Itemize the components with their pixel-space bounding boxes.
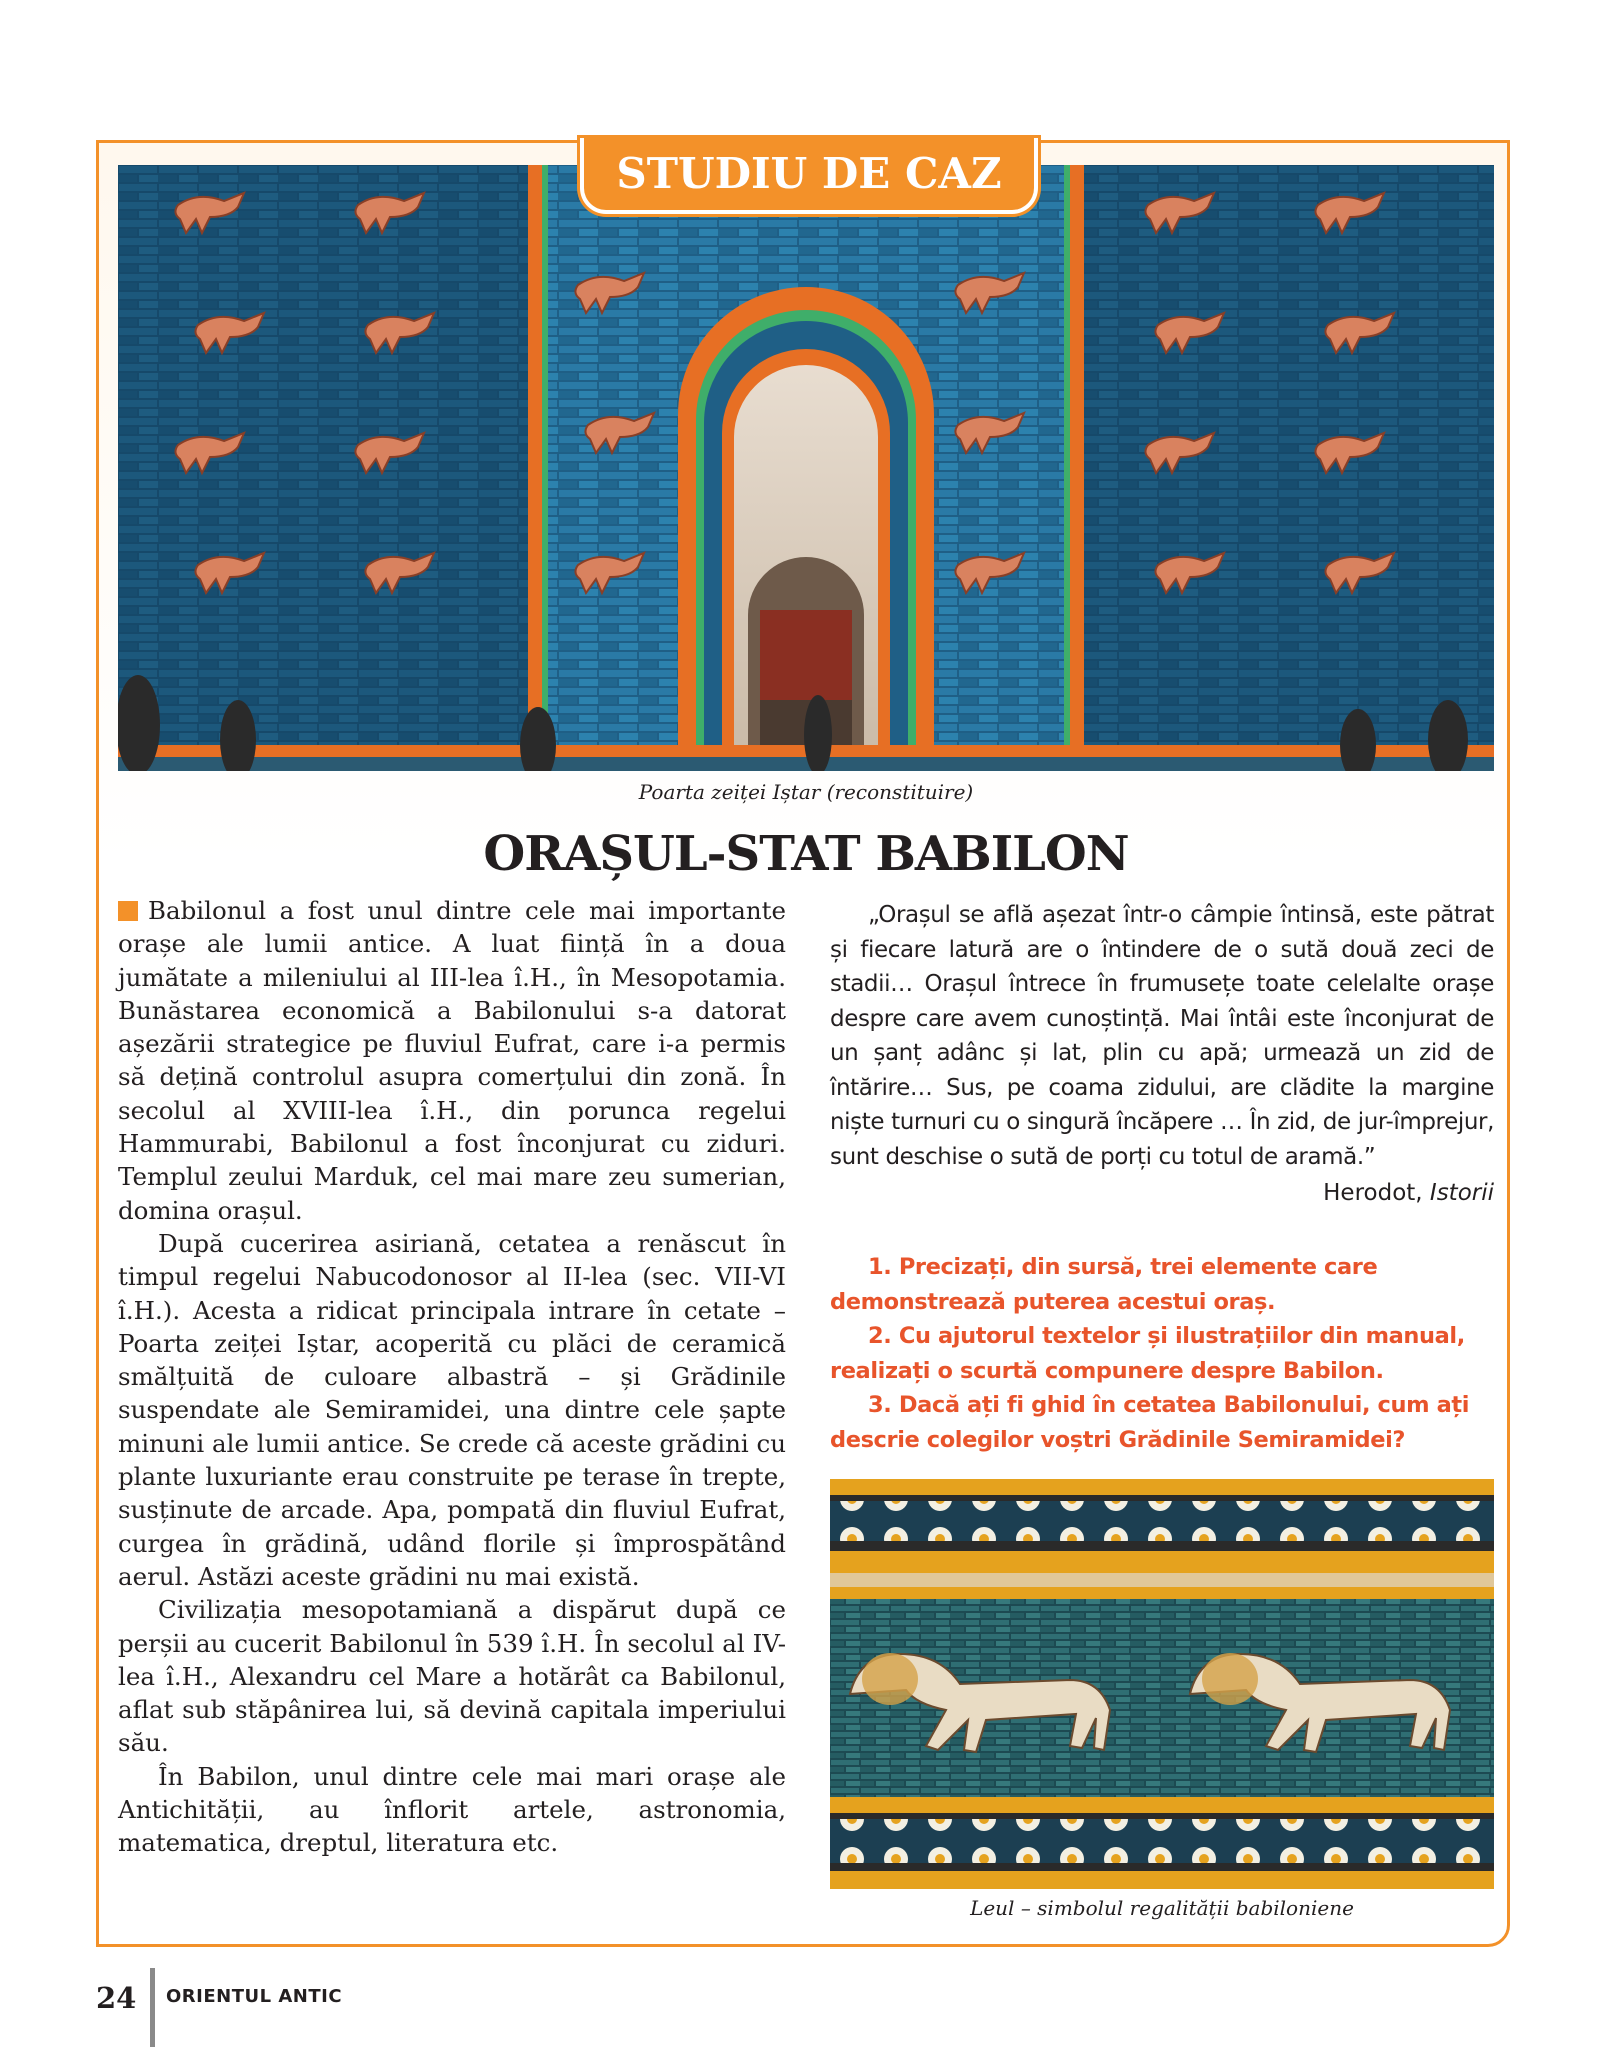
source-quote (830, 898, 1494, 1174)
paragraph-4: În Babilon, unul dintre cele mai mari orașe ale Antichității, au înflorit artele, astronomia, matematica, dreptul, literatura etc. (118, 1761, 786, 1858)
square-bullet-icon (118, 901, 138, 921)
paragraph-2: După cucerirea asiriană, cetatea a renăscut în timpul regelui Nabucodonosor al II-lea (sec. VII-VI î.H.). Acesta a ridicat principala intrare în cetate – Poarta zeiței Iștar, acoperită cu plăci de ceramică smălțuită de culoare albastră – și Grădinile suspendate ale Semiramidei, una dintre cele șapte minuni ale lumii antice. Se crede că aceste grădini cu plante luxuriante erau construite pe terase în trepte, susținute de arcade. Apa, pompată din fluviul Eufrat, curgea în grădină, udând florile și împrospătând aerul. Astăzi aceste grădini nu mai există. (118, 1228, 786, 1591)
quote-work: Istorii (1429, 1180, 1494, 1206)
page-number: 24 (96, 1981, 137, 2015)
task-item: 2. Cu ajutorul textelor și ilustrațiilor din manual, realizați o scurtă compunere despre Babilon. (830, 1323, 1465, 1384)
section-label: ORIENTUL ANTIC (166, 1986, 343, 2007)
quote-author: Herodot, (1323, 1180, 1423, 1206)
task-list (830, 1250, 1494, 1457)
paragraph-1 (118, 894, 786, 1227)
lion-frieze-photo (830, 1479, 1494, 1889)
case-study-tab: STUDIU DE CAZ (580, 138, 1038, 214)
bottom-photo-caption: Leul – simbolul regalității babiloniene (970, 1896, 1354, 1920)
footer-divider (150, 1968, 155, 2047)
quote-text: „Orașul se află așezat într-o câmpie întinsă, este pătrat și fiecare latură are o întindere de o sută două zeci de stadii… Orașul întrece în frumusețe toate celelalte orașe despre care avem cunoștință. Mai întâi este înconjurat de un șanț adânc și lat, plin cu apă; urmează un zid de întărire… Sus, pe coama zidului, are clădite la margine niște turnuri cu o singură încăpere … În zid, de jur-împrejur, sunt deschise o sută de porți cu totul de aramă.” (830, 902, 1494, 1170)
top-photo-caption: Poarta zeiței Iștar (reconstituire) (638, 780, 974, 804)
page-title: ORAȘUL-STAT BABILON (483, 826, 1129, 882)
ishtar-gate-photo (118, 165, 1494, 771)
paragraph-3: Civilizația mesopotamiană a dispărut după ce perșii au cucerit Babilonul în 539 î.H. În secolul al IV-lea î.H., Alexandru cel Mare a hotărât ca Babilonul, aflat sub stăpânirea lui, să devină capitala imperiului său. (118, 1595, 786, 1758)
paragraph-1-text: Babilonul a fost unul dintre cele mai importante orașe ale lumii antice. A luat ființă în a doua jumătate a mileniului al III-lea î.H., în Mesopotamia. Bunăstarea economică a Babilonului s-a datorat așezării strategice pe fluviul Eufrat, care i-a permis să dețină controlul asupra comerțului din zonă. În secolul al XVIII-lea î.H., din porunca regelui Hammurabi, Babilonul a fost înconjurat cu ziduri. Templul zeului Marduk, cel mai mare zeu sumerian, domina orașul. (118, 896, 786, 1225)
task-item: 3. Dacă ați fi ghid în cetatea Babilonului, cum ați descrie colegilor voștri Grădinile Semiramidei? (830, 1392, 1470, 1453)
main-text-column (118, 894, 786, 1860)
task-item: 1. Precizați, din sursă, trei elemente care demonstrează puterea acestui oraș. (830, 1254, 1378, 1315)
quote-attribution (830, 1180, 1494, 1206)
